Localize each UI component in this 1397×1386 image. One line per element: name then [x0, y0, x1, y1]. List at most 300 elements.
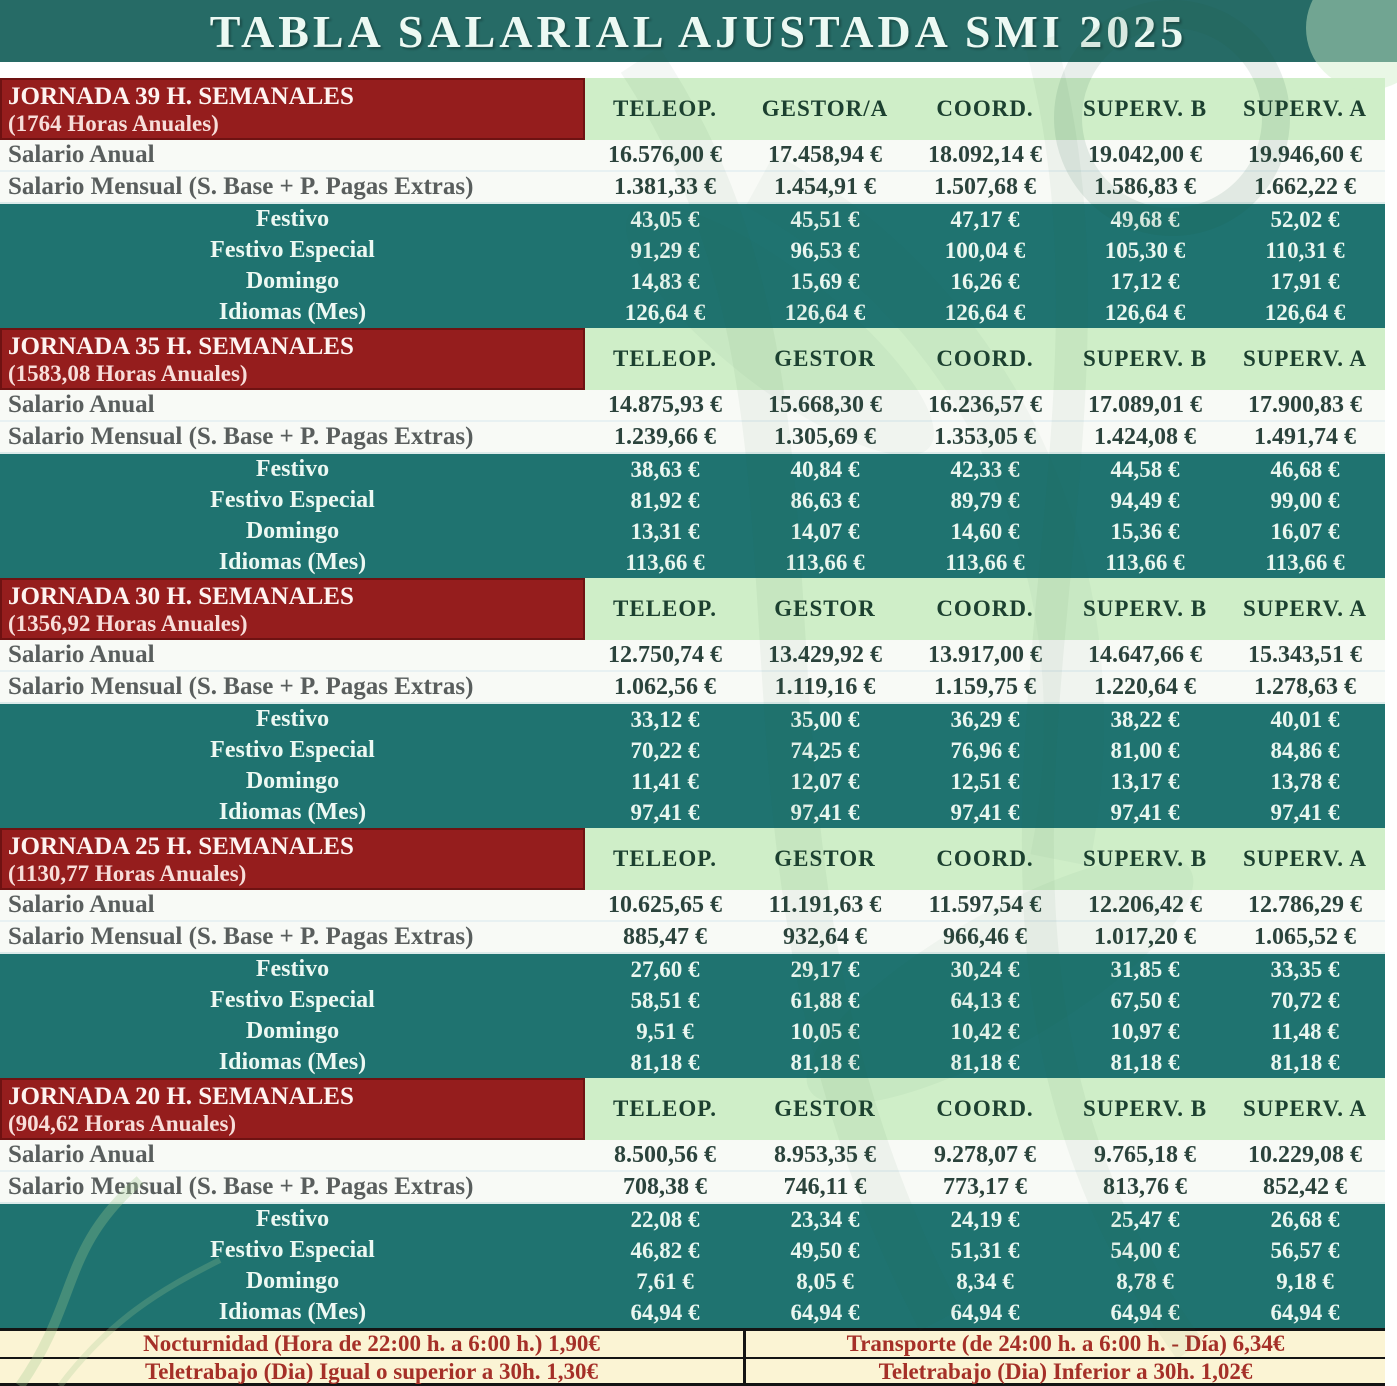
value-cell: 22,08 € [630, 1206, 700, 1232]
row-label-salario-anual: Salario Anual [8, 1141, 155, 1168]
value-cell: 18.092,14 € [928, 141, 1042, 168]
section-header [0, 828, 1385, 890]
value-cell: 97,41 € [790, 799, 860, 825]
value-cell: 9,18 € [1276, 1268, 1334, 1294]
column-header: COORD. [936, 96, 1034, 121]
value-cell: 26,68 € [1270, 1206, 1340, 1232]
row-label-festivo-especial: Festivo Especial [210, 987, 375, 1013]
jornada-title-block [0, 578, 585, 640]
value-cell: 17.900,83 € [1248, 391, 1362, 418]
value-cell: 8,05 € [796, 1268, 854, 1294]
row-label-idiomas: Idiomas (Mes) [218, 1299, 367, 1325]
column-headers [585, 1078, 1385, 1140]
idiomas-row [0, 1047, 1385, 1078]
value-cell: 64,94 € [950, 1299, 1020, 1325]
value-cell: 42,33 € [950, 456, 1020, 482]
salario-anual-values [585, 140, 1385, 170]
salario-mensual-row [0, 922, 1385, 954]
value-cell: 81,18 € [950, 1049, 1020, 1075]
value-cell: 17,91 € [1270, 268, 1340, 294]
value-cell: 19.042,00 € [1088, 141, 1202, 168]
footnotes [0, 1328, 1385, 1386]
column-header: TELEOP. [613, 596, 717, 621]
row-label-idiomas: Idiomas (Mes) [218, 1049, 367, 1075]
value-cell: 113,66 € [1265, 549, 1345, 575]
value-cell: 14,07 € [790, 518, 860, 544]
sections [0, 78, 1385, 1328]
value-cell: 13,31 € [630, 518, 700, 544]
festivo-row [0, 954, 1385, 985]
value-cell: 105,30 € [1104, 237, 1186, 263]
column-header: SUPERV. B [1082, 346, 1208, 371]
row-label-festivo-especial: Festivo Especial [210, 237, 375, 263]
row-label-salario-mensual: Salario Mensual (S. Base + P. Pagas Extras) [8, 923, 474, 950]
value-cell: 1.586,83 € [1094, 173, 1196, 200]
value-cell: 81,18 € [790, 1049, 860, 1075]
value-cell: 61,88 € [790, 987, 860, 1013]
jornada-annual-hours: (1356,92 Horas Anuales) [8, 611, 248, 636]
column-header: SUPERV. A [1242, 96, 1368, 121]
value-cell: 44,58 € [1110, 456, 1180, 482]
column-header: SUPERV. A [1242, 346, 1368, 371]
value-cell: 126,64 € [944, 299, 1026, 325]
value-cell: 852,42 € [1263, 1173, 1347, 1200]
domingo-values [585, 266, 1385, 297]
value-cell: 31,85 € [1110, 956, 1180, 982]
value-cell: 64,94 € [630, 1299, 700, 1325]
value-cell: 813,76 € [1103, 1173, 1187, 1200]
salario-anual-values [585, 390, 1385, 420]
value-cell: 885,47 € [623, 923, 707, 950]
value-cell: 7,61 € [636, 1268, 694, 1294]
column-header: TELEOP. [613, 1096, 717, 1121]
festivo-especial-values [585, 1235, 1385, 1266]
value-cell: 113,66 € [625, 549, 705, 575]
value-cell: 708,38 € [623, 1173, 707, 1200]
value-cell: 29,17 € [790, 956, 860, 982]
value-cell: 97,41 € [950, 799, 1020, 825]
value-cell: 1.381,33 € [614, 173, 716, 200]
salario-mensual-row [0, 672, 1385, 704]
jornada-title: JORNADA 35 H. SEMANALES [8, 333, 354, 360]
note-transporte: Transporte (de 24:00 h. a 6:00 h. - Día) 6,34€ [746, 1331, 1385, 1359]
salario-anual-row [0, 890, 1385, 922]
value-cell: 15.668,30 € [768, 391, 882, 418]
value-cell: 54,00 € [1110, 1237, 1180, 1263]
column-header: SUPERV. B [1082, 846, 1208, 871]
value-cell: 17,12 € [1110, 268, 1180, 294]
salario-anual-row [0, 1140, 1385, 1172]
column-header: SUPERV. A [1242, 1096, 1368, 1121]
row-label-festivo: Festivo [255, 1206, 330, 1232]
value-cell: 12.786,29 € [1248, 891, 1362, 918]
value-cell: 81,18 € [1110, 1049, 1180, 1075]
domingo-row [0, 1266, 1385, 1297]
salario-mensual-row [0, 1172, 1385, 1204]
festivo-especial-values [585, 985, 1385, 1016]
column-headers [585, 828, 1385, 890]
festivo-especial-row [0, 985, 1385, 1016]
jornada-section [0, 828, 1385, 1078]
column-header: GESTOR [774, 596, 876, 621]
domingo-values [585, 1016, 1385, 1047]
row-label-idiomas: Idiomas (Mes) [218, 549, 367, 575]
value-cell: 15,36 € [1110, 518, 1180, 544]
column-header: TELEOP. [613, 846, 717, 871]
column-header: GESTOR [774, 346, 876, 371]
value-cell: 14.875,93 € [608, 391, 722, 418]
column-header: GESTOR [774, 846, 876, 871]
value-cell: 1.662,22 € [1254, 173, 1356, 200]
idiomas-values [585, 1297, 1385, 1328]
value-cell: 15,69 € [790, 268, 860, 294]
section-header [0, 78, 1385, 140]
row-label-festivo: Festivo [255, 706, 330, 732]
value-cell: 47,17 € [950, 206, 1020, 232]
value-cell: 64,94 € [790, 1299, 860, 1325]
column-header: SUPERV. A [1242, 846, 1368, 871]
value-cell: 67,50 € [1110, 987, 1180, 1013]
value-cell: 9.765,18 € [1094, 1141, 1196, 1168]
salario-anual-values [585, 1140, 1385, 1170]
value-cell: 1.353,05 € [934, 423, 1036, 450]
festivo-row [0, 1204, 1385, 1235]
jornada-title: JORNADA 30 H. SEMANALES [8, 583, 354, 610]
row-label-idiomas: Idiomas (Mes) [218, 299, 367, 325]
value-cell: 10.625,65 € [608, 891, 722, 918]
value-cell: 110,31 € [1265, 237, 1345, 263]
value-cell: 81,18 € [630, 1049, 700, 1075]
value-cell: 52,02 € [1270, 206, 1340, 232]
value-cell: 126,64 € [1264, 299, 1346, 325]
idiomas-values [585, 1047, 1385, 1078]
note-teletrabajo-inferior: Teletrabajo (Dia) Inferior a 30h. 1,02€ [878, 1359, 1253, 1384]
idiomas-values [585, 797, 1385, 828]
value-cell: 1.239,66 € [614, 423, 716, 450]
festivo-row [0, 704, 1385, 735]
value-cell: 97,41 € [1110, 799, 1180, 825]
value-cell: 97,41 € [1270, 799, 1340, 825]
salario-mensual-row [0, 422, 1385, 454]
festivo-values [585, 704, 1385, 735]
row-label-salario-mensual: Salario Mensual (S. Base + P. Pagas Extras) [8, 673, 474, 700]
value-cell: 14.647,66 € [1088, 641, 1202, 668]
value-cell: 113,66 € [1105, 549, 1185, 575]
idiomas-row [0, 797, 1385, 828]
value-cell: 19.946,60 € [1248, 141, 1362, 168]
salario-anual-row [0, 140, 1385, 172]
domingo-row [0, 1016, 1385, 1047]
festivo-especial-row [0, 235, 1385, 266]
value-cell: 43,05 € [630, 206, 700, 232]
idiomas-row [0, 1297, 1385, 1328]
plus-rates-block [0, 204, 1385, 328]
column-header: SUPERV. B [1082, 596, 1208, 621]
domingo-values [585, 516, 1385, 547]
value-cell: 13,78 € [1270, 768, 1340, 794]
value-cell: 33,12 € [630, 706, 700, 732]
jornada-annual-hours: (1130,77 Horas Anuales) [8, 861, 247, 886]
value-cell: 1.305,69 € [774, 423, 876, 450]
value-cell: 9.278,07 € [934, 1141, 1036, 1168]
row-label-festivo-especial: Festivo Especial [210, 487, 375, 513]
value-cell: 16.576,00 € [608, 141, 722, 168]
value-cell: 8.953,35 € [774, 1141, 876, 1168]
idiomas-values [585, 547, 1385, 578]
salario-anual-values [585, 640, 1385, 670]
value-cell: 14,60 € [950, 518, 1020, 544]
section-header [0, 328, 1385, 390]
value-cell: 46,82 € [630, 1237, 700, 1263]
value-cell: 97,41 € [630, 799, 700, 825]
column-header: GESTOR [774, 1096, 876, 1121]
value-cell: 12,07 € [790, 768, 860, 794]
value-cell: 10,97 € [1110, 1018, 1180, 1044]
value-cell: 11.597,54 € [928, 891, 1042, 918]
value-cell: 746,11 € [783, 1173, 867, 1200]
value-cell: 12.750,74 € [608, 641, 722, 668]
row-label-festivo: Festivo [255, 206, 330, 232]
value-cell: 64,94 € [1270, 1299, 1340, 1325]
jornada-section [0, 1078, 1385, 1328]
jornada-section [0, 78, 1385, 328]
idiomas-values [585, 297, 1385, 328]
value-cell: 96,53 € [790, 237, 860, 263]
jornada-title-block [0, 78, 585, 140]
column-header: SUPERV. B [1082, 1096, 1208, 1121]
domingo-row [0, 516, 1385, 547]
row-label-salario-anual: Salario Anual [8, 391, 155, 418]
value-cell: 16,07 € [1270, 518, 1340, 544]
column-header: GESTOR/A [761, 96, 889, 121]
value-cell: 126,64 € [624, 299, 706, 325]
value-cell: 1.017,20 € [1094, 923, 1196, 950]
value-cell: 49,50 € [790, 1237, 860, 1263]
value-cell: 113,66 € [945, 549, 1025, 575]
value-cell: 64,13 € [950, 987, 1020, 1013]
row-label-festivo-especial: Festivo Especial [210, 1237, 375, 1263]
plus-rates-block [0, 954, 1385, 1078]
festivo-especial-row [0, 485, 1385, 516]
value-cell: 36,29 € [950, 706, 1020, 732]
value-cell: 91,29 € [630, 237, 700, 263]
value-cell: 17.458,94 € [768, 141, 882, 168]
jornada-annual-hours: (1764 Horas Anuales) [8, 111, 219, 136]
jornada-section [0, 328, 1385, 578]
value-cell: 12,51 € [950, 768, 1020, 794]
value-cell: 126,64 € [1104, 299, 1186, 325]
value-cell: 84,86 € [1270, 737, 1340, 763]
festivo-values [585, 454, 1385, 485]
value-cell: 38,63 € [630, 456, 700, 482]
value-cell: 10.229,08 € [1248, 1141, 1362, 1168]
value-cell: 113,66 € [785, 549, 865, 575]
column-headers [585, 78, 1385, 140]
festivo-values [585, 954, 1385, 985]
value-cell: 126,64 € [784, 299, 866, 325]
row-label-domingo: Domingo [245, 518, 340, 544]
column-header: TELEOP. [613, 346, 717, 371]
festivo-values [585, 204, 1385, 235]
jornada-annual-hours: (904,62 Horas Anuales) [8, 1111, 237, 1136]
value-cell: 1.119,16 € [774, 673, 876, 700]
value-cell: 56,57 € [1270, 1237, 1340, 1263]
salario-anual-row [0, 390, 1385, 422]
value-cell: 76,96 € [950, 737, 1020, 763]
value-cell: 81,00 € [1110, 737, 1180, 763]
value-cell: 1.062,56 € [614, 673, 716, 700]
column-header: SUPERV. B [1082, 96, 1208, 121]
festivo-values [585, 1204, 1385, 1235]
value-cell: 13.429,92 € [768, 641, 882, 668]
domingo-values [585, 1266, 1385, 1297]
salario-mensual-row [0, 172, 1385, 204]
salario-mensual-values [585, 422, 1385, 452]
jornada-title-block [0, 328, 585, 390]
jornada-title-block [0, 828, 585, 890]
value-cell: 13.917,00 € [928, 641, 1042, 668]
domingo-row [0, 766, 1385, 797]
jornada-section [0, 578, 1385, 828]
value-cell: 1.159,75 € [934, 673, 1036, 700]
value-cell: 25,47 € [1110, 1206, 1180, 1232]
row-label-festivo: Festivo [255, 956, 330, 982]
row-label-salario-anual: Salario Anual [8, 141, 155, 168]
value-cell: 9,51 € [636, 1018, 694, 1044]
value-cell: 1.424,08 € [1094, 423, 1196, 450]
value-cell: 773,17 € [943, 1173, 1027, 1200]
value-cell: 1.454,91 € [774, 173, 876, 200]
domingo-row [0, 266, 1385, 297]
festivo-row [0, 204, 1385, 235]
column-headers [585, 328, 1385, 390]
column-header: TELEOP. [613, 96, 717, 121]
row-label-festivo-especial: Festivo Especial [210, 737, 375, 763]
note-nocturnidad: Nocturnidad (Hora de 22:00 h. a 6:00 h.) 1,90€ [0, 1331, 746, 1359]
note-teletrabajo-superior: Teletrabajo (Dia) Igual o superior a 30h. 1,30€ [0, 1359, 746, 1385]
column-header: SUPERV. A [1242, 596, 1368, 621]
value-cell: 8,78 € [1116, 1268, 1174, 1294]
value-cell: 40,84 € [790, 456, 860, 482]
row-label-salario-mensual: Salario Mensual (S. Base + P. Pagas Extras) [8, 1173, 474, 1200]
value-cell: 15.343,51 € [1248, 641, 1362, 668]
festivo-especial-values [585, 235, 1385, 266]
value-cell: 10,05 € [790, 1018, 860, 1044]
row-label-salario-mensual: Salario Mensual (S. Base + P. Pagas Extras) [8, 423, 474, 450]
row-label-festivo: Festivo [255, 456, 330, 482]
column-header: COORD. [936, 346, 1034, 371]
value-cell: 51,31 € [950, 1237, 1020, 1263]
value-cell: 58,51 € [630, 987, 700, 1013]
value-cell: 86,63 € [790, 487, 860, 513]
value-cell: 45,51 € [790, 206, 860, 232]
row-label-domingo: Domingo [245, 1018, 340, 1044]
value-cell: 99,00 € [1270, 487, 1340, 513]
row-label-salario-mensual: Salario Mensual (S. Base + P. Pagas Extras) [8, 173, 474, 200]
salario-anual-values [585, 890, 1385, 920]
section-header [0, 578, 1385, 640]
salario-mensual-values [585, 672, 1385, 702]
value-cell: 1.491,74 € [1254, 423, 1356, 450]
value-cell: 13,17 € [1110, 768, 1180, 794]
value-cell: 100,04 € [944, 237, 1026, 263]
value-cell: 16.236,57 € [928, 391, 1042, 418]
page-title: TABLA SALARIAL AJUSTADA SMI 2025 [209, 5, 1188, 57]
value-cell: 23,34 € [790, 1206, 860, 1232]
jornada-annual-hours: (1583,08 Horas Anuales) [8, 361, 248, 386]
value-cell: 16,26 € [950, 268, 1020, 294]
value-cell: 11.191,63 € [768, 891, 882, 918]
row-label-salario-anual: Salario Anual [8, 891, 155, 918]
title-gap [0, 62, 1397, 78]
idiomas-row [0, 297, 1385, 328]
jornada-title: JORNADA 20 H. SEMANALES [8, 1083, 354, 1110]
plus-rates-block [0, 1204, 1385, 1328]
value-cell: 81,18 € [1270, 1049, 1340, 1075]
value-cell: 1.507,68 € [934, 173, 1036, 200]
row-label-domingo: Domingo [245, 768, 340, 794]
value-cell: 24,19 € [950, 1206, 1020, 1232]
value-cell: 14,83 € [630, 268, 700, 294]
plus-rates-block [0, 454, 1385, 578]
title-bar [0, 0, 1397, 62]
value-cell: 74,25 € [790, 737, 860, 763]
jornada-title: JORNADA 25 H. SEMANALES [8, 833, 354, 860]
jornada-title: JORNADA 39 H. SEMANALES [8, 83, 354, 110]
salario-mensual-values [585, 922, 1385, 952]
salario-anual-row [0, 640, 1385, 672]
value-cell: 932,64 € [783, 923, 867, 950]
value-cell: 81,92 € [630, 487, 700, 513]
column-header: COORD. [936, 1096, 1034, 1121]
column-headers [585, 578, 1385, 640]
value-cell: 8,34 € [956, 1268, 1014, 1294]
row-label-salario-anual: Salario Anual [8, 641, 155, 668]
value-cell: 1.220,64 € [1094, 673, 1196, 700]
value-cell: 70,72 € [1270, 987, 1340, 1013]
value-cell: 8.500,56 € [614, 1141, 716, 1168]
value-cell: 11,41 € [631, 768, 699, 794]
value-cell: 46,68 € [1270, 456, 1340, 482]
value-cell: 11,48 € [1271, 1018, 1339, 1044]
value-cell: 38,22 € [1110, 706, 1180, 732]
row-label-domingo: Domingo [245, 268, 340, 294]
jornada-title-block [0, 1078, 585, 1140]
festivo-especial-values [585, 735, 1385, 766]
value-cell: 12.206,42 € [1088, 891, 1202, 918]
festivo-especial-row [0, 1235, 1385, 1266]
value-cell: 40,01 € [1270, 706, 1340, 732]
column-header: COORD. [936, 846, 1034, 871]
value-cell: 27,60 € [630, 956, 700, 982]
value-cell: 64,94 € [1110, 1299, 1180, 1325]
row-label-domingo: Domingo [245, 1268, 340, 1294]
section-header [0, 1078, 1385, 1140]
value-cell: 966,46 € [943, 923, 1027, 950]
salario-mensual-values [585, 172, 1385, 202]
plus-rates-block [0, 704, 1385, 828]
festivo-especial-values [585, 485, 1385, 516]
value-cell: 49,68 € [1110, 206, 1180, 232]
value-cell: 17.089,01 € [1088, 391, 1202, 418]
value-cell: 33,35 € [1270, 956, 1340, 982]
festivo-row [0, 454, 1385, 485]
value-cell: 89,79 € [950, 487, 1020, 513]
value-cell: 35,00 € [790, 706, 860, 732]
salario-mensual-values [585, 1172, 1385, 1202]
value-cell: 10,42 € [950, 1018, 1020, 1044]
festivo-especial-row [0, 735, 1385, 766]
